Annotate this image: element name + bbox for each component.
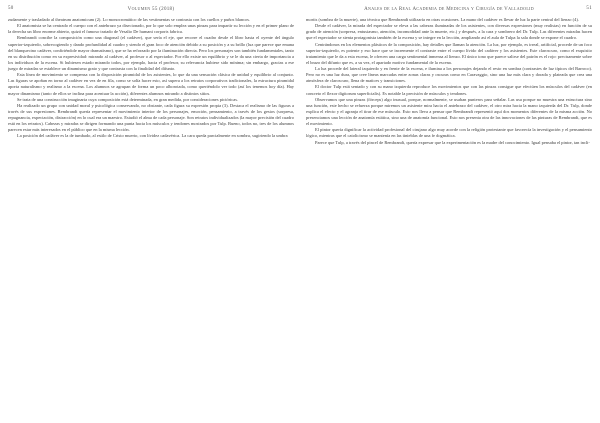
paragraph: La posición del cadáver es la de tumbado, al estilo de Cristo muerto, con lívidez cadavérica. La cara queda parcialmente en sombra, sugiriendo la umbra [17,133,288,139]
paragraph: La luz procede del lateral izquierdo y en frente de la escena, e ilumina a los personajes dejando el resto en sombra (contrastes de luz típicos del Barroco). Pero no es una luz dura, que cree líneas marcadas entre zonas claras y oscuras como en Caravaggio, sino una luz más clara y dorada y plateada que crea una atmósfera de claroscuro, llena de matices y transiciones. [306,66,592,84]
paragraph: Parece que Tulp, a través del pincel de Rembrandt, quería expresar que la experimentación es la madre del conocimiento. Igual pensaba el pintor, tan incli- [315,139,590,145]
journal-title-header: Anales de la Real Academia de Medicina y Cirugía de Valladolid [364,7,534,12]
paragraph: Desde el cadáver, la mirada del espectador se eleva a las cabezas iluminadas de los asistentes, con diversas expresiones (muy realistas) en función de su grado de atención (sorpresa, entusiasmo, atención, incomodidad ante la muerte, etc.) y después, a la cara y sombrero del Dr. Tulp. Las diferentes miradas hacen que el espectador se sienta protagonista también de la escena y se integre en la lección, ampliando así el aula de Tulpa la sala donde se expone el cuadro. [306,23,592,41]
paragraph: Centrándonos en los elementos plásticos de la composición, hay detalles que llaman la atención. La luz, por ejemplo, es irreal, artificial, procede de un foco superior-izquierdo, es potente y eso hace que se incremente el contraste entre el cuerpo lívido del cadáver y los asistentes. Este claroscuro, como el exquisito tratamiento que le da a esta escena, le ofrecen una carga sentimental inmensa al lienzo. El único tono que parece salirse del patrón es el rojo: precisamente sobre el brazo del difunto que es, a su vez, el apartado motivo fundamental de la escena. [306,41,592,65]
paragraph: El doctor Tulp está sentado y con su mano izquierda reproduce los movimientos que con las pinzas consigue que efectúen los músculos del cadáver (en concreto el flexor digitorum superficialis). Es notable la precisión de músculos y tendones. [306,84,592,96]
right-page [306,0,592,423]
right-body-text [306,17,592,146]
paragraph: Esta línea de movimiento se compensa con la disposición piramidal de los asistentes, lo que da una sensación clásica de unidad y equilibrio al conjunto. Las figuras se apoñan en torno al cadáver en vez de en fila, como se solía hacer esto, así supera a los retratos corporativos tradicionales, la estructura piramidal aporta naturalismo y realismo a la escena. Los alumnos se agrupan de forma un poco alborotada, como queriéndolo ver todo (así los tenemos hoy día). Hay mayor dinamismo (tanto de ellos se inclina para acentuar la acción), diferentes alumnos mirando a distintos sitios. [8,72,294,96]
page-number: 51 [586,6,592,11]
paragraph: El pintor quería dignificar la actividad profesional del cirujano algo muy acorde con la religión protestante que favorecía la investigación y el pensamiento lógico, mientras que el catolicismo se mantenía en las tinieblas de una fe dogmática. [306,127,592,139]
journal-volume-header: Volumen 55 (2018) [127,7,175,12]
left-body-text [8,17,294,140]
paragraph: zudamente y trasladado al theatrum anatomicum (2). Lo monocromático de las vestimentas se contrasta con los cuellos y puños blancos. [8,17,251,22]
paragraph: mortis (sombra de la muerte), una técnica que Rembrandt utilizaría en otras ocasiones. La mano del cadáver es llevar de luz la parte central del lienzo (4). [306,17,579,22]
page-number: 50 [8,6,14,11]
left-page [8,0,294,423]
paragraph: Observamos que una pinzas (fórceps) algo inusual, porque, normalmente, se usaban punteros para señalar. Las usa porque no muestra una estructura sino una función, este hecho se refuerza porque miremos un asistente mira hacia el antebrazo del cadáver, el otro mira hacia la mano izquierda del Dr. Tulp, donde explica el efecto y el agranja el tirar de ese músculo. Esto nos lleva a pensar que Rembrandt representó aquí dos momentos diferentes de la misma acción. No presenciamos una lección de anatomía estática, sino una de anatomía funcional. Esto nos presenta otra de las innovaciones de las pinturas de Rembrandt, que es el movimiento. [306,96,592,127]
paragraph: Se trata de una construcción imaginaria cuya composición está determinada, en gran medida, por consideraciones pictóricas. [17,96,239,102]
paragraph: El anatomista se ha centrado el cuerpo con el antebrazo ya disecionado, por lo que solo emplea unas pinzas para impartir su lección y en el primer plano de la derecha un libro enorme abierto, quizá el famoso tratado de Vesalio De humani corporis fabrica. [8,23,294,35]
paragraph: Ha realizado un grupo con unidad moral y psicológica conservando, no obstante, cada figura su expresión propia (3). Destaca el realismo de las figuras a través de sus expresiones. Rembrandt quería representar el movimiento interior de los personajes, emoción, pensamiento, a través de los gestos (sorpresa, repugnancia, expectación, distracción) en lo cual era un maestro. Estudió el alma de cada personaje. Son retratos individualizados (la mayor precisión del cuadro está en los retratos). Cabezas y miradas se dirigen formando una punta hacia los músculos y tendones mostrados por Tulp. Bueno, todos no, tres de los alumnos parecen estar más interesados en el público que en la misma lección. [8,102,294,133]
paragraph: Rembrandt concibe la composición como una diagonal (el cadáver), que sería el eje, que recorre el cuadro desde el libro hasta el oyente del ángulo superior-izquierdo, sobrecogiendo y dando profundidad al cuadro y siendo el gran foco de atención debido a su posición y a su brillo (luz que parece que emana del blanquecino cadáver, confiriéndole mayor dramatismo), que se ha reforzado por la iluminación directa. Pero los personajes son también fundamentales, tanto en su distribución como en su expresividad: mirando al cadáver, al profesor o al espectador. Por ello existe un equilibrio y se le da una cierta de importancia a los individuos de la escena. Si hubiesen estado mirando todos, por ejemplo, hacia el profesor, su relevancia hubiese sido mínima; sin embargo, gracias a ese juego de miradas se establece un dinamismo grato y que contrasta con la finalidad del difunto. [8,35,294,71]
